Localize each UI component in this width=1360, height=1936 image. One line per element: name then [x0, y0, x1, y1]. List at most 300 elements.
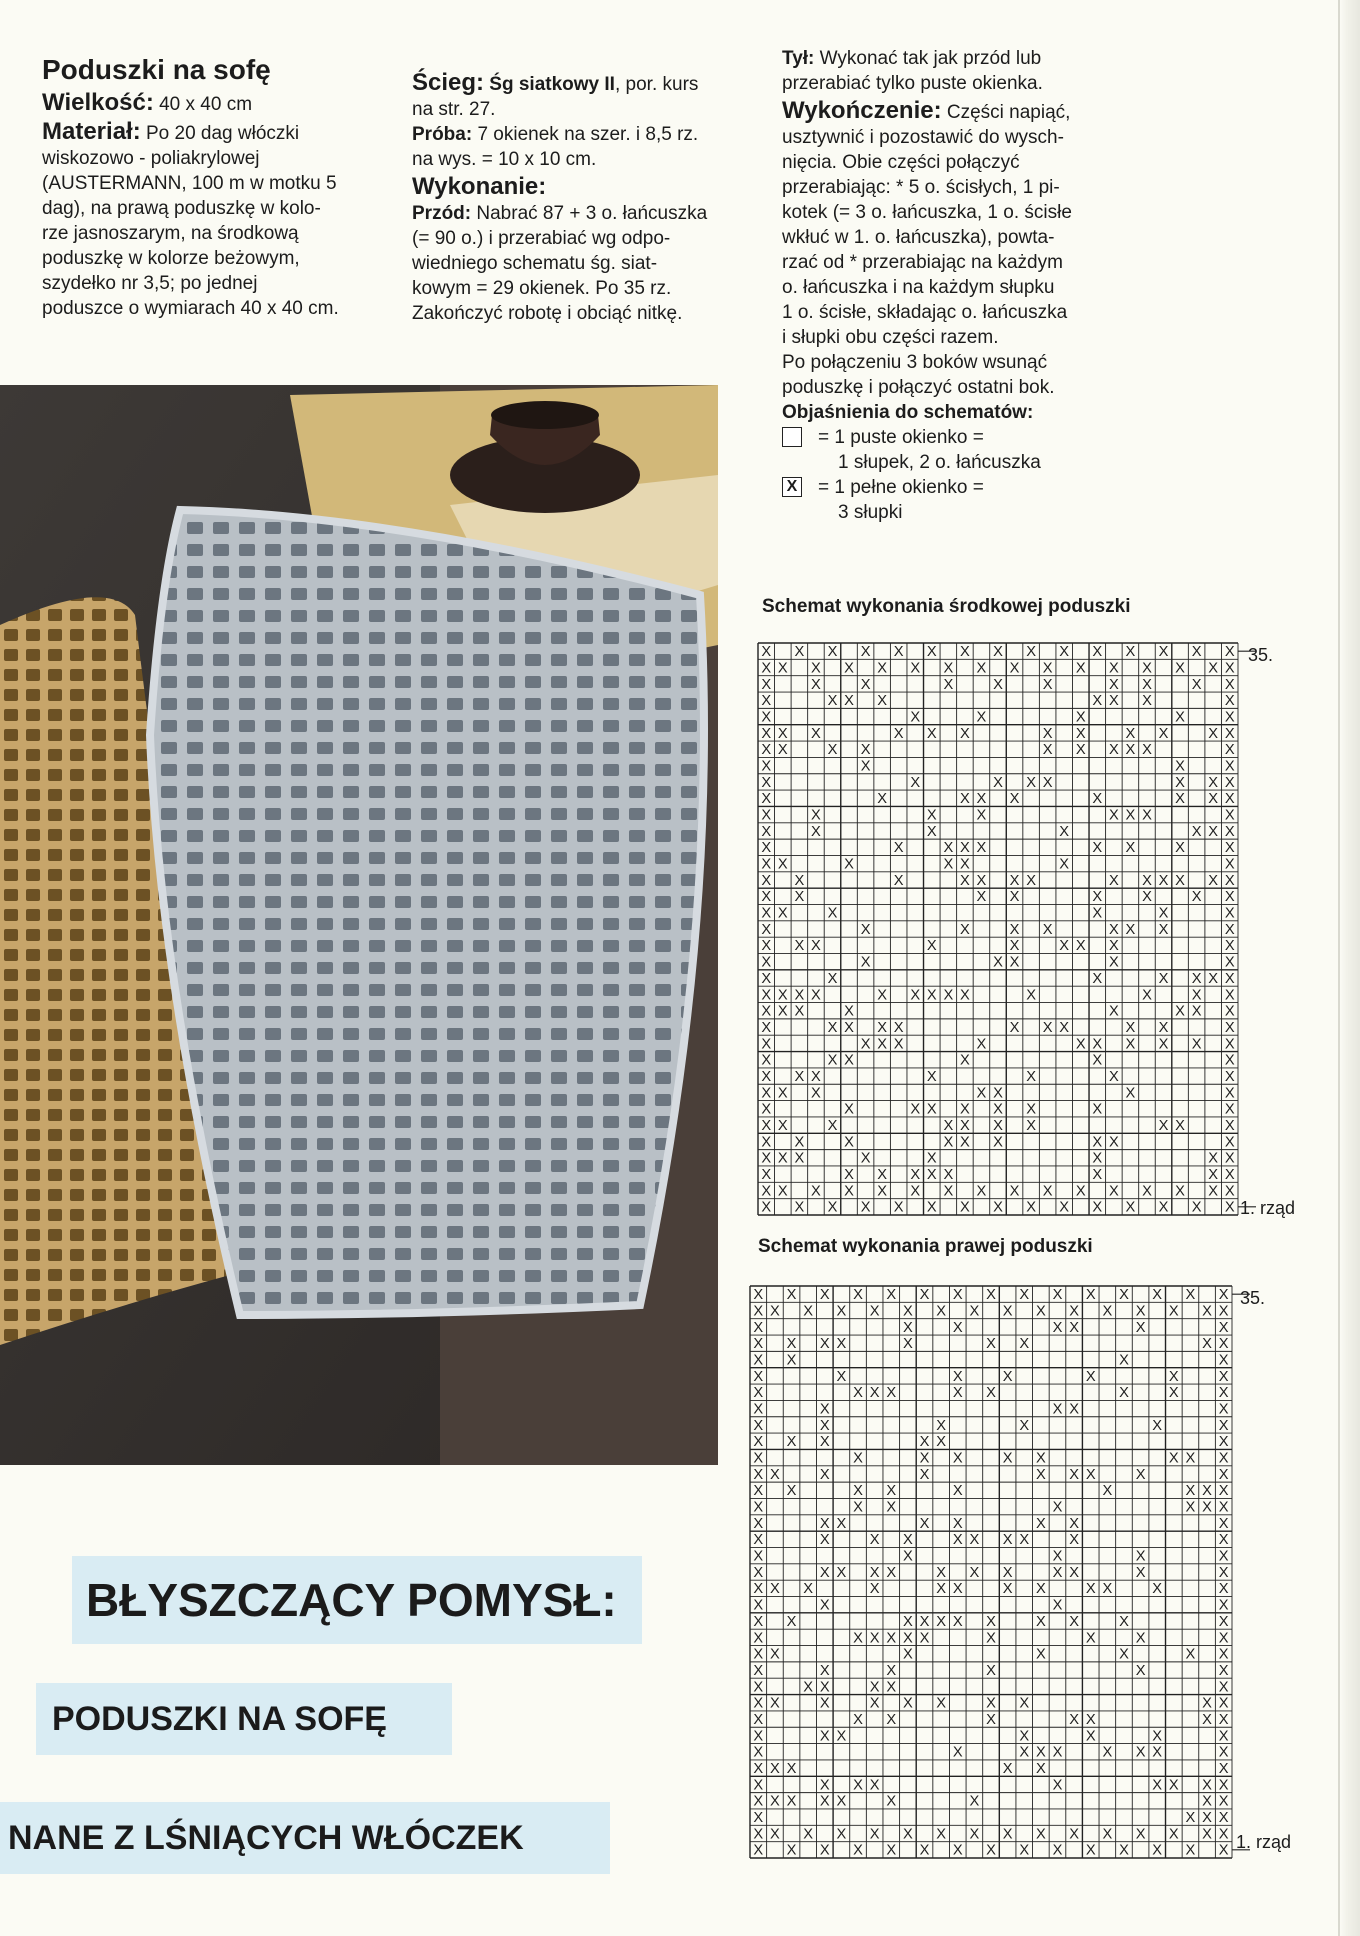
filled-cell-mark: X — [1152, 1777, 1163, 1794]
filled-cell-mark: X — [1042, 1183, 1053, 1200]
filled-cell-mark: X — [761, 1118, 772, 1135]
filled-cell-mark: X — [926, 644, 937, 661]
filled-cell-mark: X — [761, 921, 772, 938]
filled-cell-mark: X — [761, 889, 772, 906]
filled-cell-mark: X — [1218, 1630, 1229, 1647]
filled-cell-mark: X — [1185, 1842, 1196, 1859]
filled-cell-mark: X — [753, 1662, 764, 1679]
filled-cell-mark: X — [1075, 742, 1086, 759]
filled-cell-mark: X — [811, 807, 821, 824]
filled-cell-mark: X — [1042, 774, 1053, 791]
filled-cell-mark: X — [1224, 1036, 1235, 1053]
filled-cell-mark: X — [1075, 938, 1086, 955]
filled-cell-mark: X — [1175, 1003, 1185, 1020]
filled-cell-mark: X — [1119, 1613, 1129, 1630]
filled-cell-mark: X — [860, 758, 871, 775]
filled-cell-mark: X — [844, 660, 854, 677]
chart2-top-label: 35. — [1240, 1288, 1266, 1308]
filled-cell-mark: X — [761, 856, 772, 873]
finishing-text: poduszkę i połączyć ostatni bok. — [782, 377, 1055, 398]
filled-cell-mark: X — [1085, 1466, 1096, 1483]
filled-cell-mark: X — [1208, 1183, 1219, 1200]
filled-cell-mark: X — [1218, 1450, 1229, 1467]
filled-cell-mark: X — [1042, 725, 1053, 742]
filled-cell-mark: X — [1069, 1711, 1080, 1728]
filled-cell-mark: X — [753, 1613, 764, 1630]
filled-cell-mark: X — [794, 872, 805, 889]
size-label: Wielkość: — [42, 89, 154, 116]
filled-cell-mark: X — [819, 1777, 830, 1794]
filled-cell-mark: X — [827, 905, 838, 922]
filled-cell-mark: X — [1224, 1019, 1235, 1036]
filled-cell-mark: X — [761, 1101, 772, 1118]
filled-cell-mark: X — [777, 1085, 788, 1102]
filled-cell-mark: X — [1119, 1646, 1129, 1663]
filled-cell-mark: X — [1092, 1167, 1103, 1184]
article-title: Poduszki na sofę — [42, 54, 271, 85]
filled-cell-mark: X — [761, 954, 772, 971]
filled-cell-mark: X — [959, 1118, 970, 1135]
filled-cell-mark: X — [1135, 1826, 1146, 1843]
filled-cell-mark: X — [976, 1036, 987, 1053]
filled-cell-mark: X — [1142, 889, 1152, 906]
filled-cell-mark: X — [1075, 660, 1086, 677]
material-line: poduszce o wymiarach 40 x 40 cm. — [42, 298, 339, 319]
filled-cell-mark: X — [836, 1368, 847, 1385]
filled-cell-mark: X — [1208, 970, 1219, 987]
filled-cell-mark: X — [853, 1450, 863, 1467]
filled-cell-mark: X — [753, 1548, 764, 1565]
filled-cell-mark: X — [936, 1695, 947, 1712]
filled-cell-mark: X — [902, 1303, 913, 1320]
filled-cell-mark: X — [819, 1532, 830, 1549]
filled-cell-mark: X — [1108, 742, 1119, 759]
filled-cell-mark: X — [853, 1385, 863, 1402]
filled-cell-mark: X — [1092, 970, 1103, 987]
filled-cell-mark: X — [976, 807, 987, 824]
material-line: dag), na prawą poduszkę w kolo- — [42, 198, 321, 219]
filled-cell-mark: X — [1125, 840, 1136, 857]
page-spine — [1338, 0, 1360, 1936]
filled-cell-mark: X — [959, 856, 970, 873]
filled-cell-mark: X — [1202, 1336, 1212, 1353]
filled-cell-mark: X — [811, 938, 821, 955]
filled-cell-mark: X — [893, 725, 904, 742]
filled-cell-mark: X — [959, 725, 970, 742]
filled-cell-mark: X — [926, 1068, 937, 1085]
filled-cell-mark: X — [1175, 840, 1185, 857]
filled-cell-mark: X — [976, 791, 987, 808]
stitch-text: , por. kurs — [614, 74, 699, 95]
filled-cell-mark: X — [869, 1777, 880, 1794]
filled-cell-mark: X — [770, 1466, 780, 1483]
filled-cell-mark: X — [1002, 1368, 1013, 1385]
filled-cell-mark: X — [761, 1019, 772, 1036]
filled-cell-mark: X — [969, 1532, 980, 1549]
filled-cell-mark: X — [1125, 644, 1136, 661]
filled-cell-mark: X — [869, 1303, 880, 1320]
filled-cell-mark: X — [1218, 1842, 1229, 1859]
filled-cell-mark: X — [1202, 1695, 1212, 1712]
filled-cell-mark: X — [902, 1630, 913, 1647]
filled-cell-mark: X — [1069, 1613, 1080, 1630]
filled-cell-mark: X — [1009, 872, 1020, 889]
filled-cell-mark: X — [761, 1036, 772, 1053]
filled-cell-mark: X — [1102, 1581, 1113, 1598]
filled-cell-mark: X — [819, 1515, 830, 1532]
filled-cell-mark: X — [1185, 1810, 1196, 1827]
filled-cell-mark: X — [1052, 1548, 1063, 1565]
filled-cell-mark: X — [1019, 1744, 1030, 1761]
filled-cell-mark: X — [993, 954, 1003, 971]
filled-cell-mark: X — [753, 1466, 764, 1483]
filled-cell-mark: X — [1152, 1581, 1163, 1598]
filled-cell-mark: X — [1185, 1450, 1196, 1467]
filled-cell-mark: X — [1059, 1199, 1070, 1216]
filled-cell-mark: X — [1202, 1483, 1212, 1500]
filled-cell-mark: X — [761, 807, 772, 824]
filled-cell-mark: X — [753, 1581, 764, 1598]
filled-cell-mark: X — [1019, 1728, 1030, 1745]
filled-cell-mark: X — [1218, 1499, 1229, 1516]
filled-cell-mark: X — [1224, 856, 1235, 873]
filled-cell-mark: X — [1092, 840, 1103, 857]
sample-text: 7 okienek na szer. i 8,5 rz. — [472, 124, 699, 145]
material-line: (AUSTERMANN, 100 m w motku 5 — [42, 173, 337, 194]
filled-cell-mark: X — [1175, 774, 1185, 791]
filled-cell-mark: X — [853, 1287, 863, 1304]
filled-cell-mark: X — [1142, 872, 1152, 889]
filled-cell-mark: X — [1102, 1483, 1113, 1500]
filled-cell-mark: X — [761, 1068, 772, 1085]
filled-cell-mark: X — [976, 1085, 987, 1102]
filled-cell-mark: X — [753, 1646, 764, 1663]
filled-cell-mark: X — [1224, 725, 1235, 742]
filled-cell-mark: X — [1092, 1150, 1103, 1167]
filled-cell-mark: X — [1175, 1118, 1185, 1135]
filled-cell-mark: X — [860, 742, 871, 759]
filled-cell-mark: X — [959, 1101, 970, 1118]
filled-cell-mark: X — [943, 1118, 954, 1135]
filled-cell-mark: X — [1035, 1581, 1046, 1598]
filled-cell-mark: X — [1042, 660, 1053, 677]
filled-cell-mark: X — [770, 1303, 780, 1320]
filled-cell-mark: X — [761, 840, 772, 857]
filled-cell-mark: X — [1009, 889, 1020, 906]
filled-cell-mark: X — [786, 1434, 797, 1451]
chart1-bottom-label: 1. rząd — [1240, 1198, 1296, 1218]
filled-cell-mark: X — [1218, 1581, 1229, 1598]
filled-cell-mark: X — [893, 1199, 904, 1216]
filled-cell-mark: X — [910, 1101, 921, 1118]
finishing-text: rzać od * przerabiając na każdym — [782, 252, 1063, 273]
sample-text: na wys. = 10 x 10 cm. — [412, 149, 597, 170]
filled-cell-mark: X — [1175, 791, 1185, 808]
filled-cell-mark: X — [1224, 709, 1235, 726]
filled-cell-mark: X — [1224, 1183, 1235, 1200]
filled-cell-mark: X — [794, 1068, 805, 1085]
filled-cell-mark: X — [753, 1385, 764, 1402]
filled-cell-mark: X — [1224, 774, 1235, 791]
finishing-text: 1 o. ścisłe, składając o. łańcuszka — [782, 302, 1068, 323]
filled-cell-mark: X — [993, 644, 1003, 661]
filled-cell-mark: X — [777, 856, 788, 873]
filled-cell-mark: X — [827, 644, 838, 661]
filled-cell-mark: X — [1185, 1287, 1196, 1304]
filled-cell-mark: X — [910, 1167, 921, 1184]
filled-cell-mark: X — [1142, 987, 1152, 1004]
filled-cell-mark: X — [1208, 1167, 1219, 1184]
filled-cell-mark: X — [986, 1613, 996, 1630]
filled-cell-mark: X — [1158, 1118, 1169, 1135]
filled-cell-mark: X — [1052, 1499, 1063, 1516]
legend-empty-text: = 1 puste okienko = — [818, 427, 984, 448]
filled-cell-mark: X — [943, 856, 954, 873]
filled-cell-mark: X — [1009, 954, 1020, 971]
filled-cell-mark: X — [910, 1183, 921, 1200]
subheadline-banner: PODUSZKI NA SOFĘ — [36, 1683, 452, 1755]
filled-cell-mark: X — [819, 1466, 830, 1483]
filled-cell-mark: X — [869, 1679, 880, 1696]
filled-cell-mark: X — [1085, 1630, 1096, 1647]
filled-cell-mark: X — [1218, 1368, 1229, 1385]
filled-cell-mark: X — [1218, 1548, 1229, 1565]
filled-cell-mark: X — [1168, 1450, 1179, 1467]
filled-cell-mark: X — [1042, 921, 1053, 938]
filled-cell-mark: X — [860, 676, 871, 693]
filled-cell-mark: X — [761, 791, 772, 808]
filled-cell-mark: X — [836, 1336, 847, 1353]
filled-cell-mark: X — [761, 1167, 772, 1184]
filled-cell-mark: X — [1218, 1695, 1229, 1712]
filled-cell-mark: X — [819, 1287, 830, 1304]
front-text: Nabrać 87 + 3 o. łańcuszka — [471, 203, 708, 224]
filled-cell-mark: X — [1075, 709, 1086, 726]
filled-cell-mark: X — [1026, 1199, 1037, 1216]
filled-cell-mark: X — [926, 1150, 937, 1167]
filled-cell-mark: X — [902, 1548, 913, 1565]
filled-cell-mark: X — [827, 742, 838, 759]
filled-cell-mark: X — [1035, 1744, 1046, 1761]
filled-cell-mark: X — [1135, 1466, 1146, 1483]
filled-cell-mark: X — [926, 1101, 937, 1118]
filled-cell-mark: X — [1009, 1019, 1020, 1036]
finishing-text: o. łańcuszka i na każdym słupku — [782, 277, 1055, 298]
front-text: Zakończyć robotę i obciąć nitkę. — [412, 303, 683, 324]
filled-cell-mark: X — [1092, 1036, 1103, 1053]
filled-cell-mark: X — [1218, 1401, 1229, 1418]
filled-cell-mark: X — [1224, 791, 1235, 808]
filled-cell-mark: X — [1224, 987, 1235, 1004]
filled-cell-mark: X — [886, 1483, 897, 1500]
filled-cell-mark: X — [959, 1052, 970, 1069]
filled-cell-mark: X — [860, 921, 871, 938]
finishing-text: Po połączeniu 3 boków wsunąć — [782, 352, 1048, 373]
filled-cell-mark: X — [959, 644, 970, 661]
filled-cell-mark: X — [902, 1646, 913, 1663]
filled-cell-mark: X — [1052, 1842, 1063, 1859]
filled-cell-mark: X — [1168, 1303, 1179, 1320]
filled-cell-mark: X — [1092, 1101, 1103, 1118]
filled-cell-mark: X — [794, 889, 805, 906]
filled-cell-mark: X — [877, 1183, 888, 1200]
filled-cell-mark: X — [770, 1695, 780, 1712]
finishing-text: Części napiąć, — [941, 102, 1071, 123]
filled-cell-mark: X — [926, 823, 937, 840]
filled-cell-mark: X — [1026, 872, 1037, 889]
filled-cell-mark: X — [1009, 1183, 1020, 1200]
filled-cell-mark: X — [1224, 1003, 1235, 1020]
filled-cell-mark: X — [753, 1597, 764, 1614]
filled-cell-mark: X — [819, 1597, 830, 1614]
finishing-text: nięcia. Obie części połączyć — [782, 152, 1020, 173]
filled-cell-mark: X — [811, 1068, 821, 1085]
filled-cell-mark: X — [1092, 905, 1103, 922]
filled-cell-mark: X — [1108, 693, 1119, 710]
chart1-title: Schemat wykonania środkowej poduszki — [762, 596, 1131, 617]
filled-cell-mark: X — [1002, 1532, 1013, 1549]
filled-cell-mark: X — [1042, 742, 1053, 759]
filled-cell-mark: X — [1059, 644, 1070, 661]
filled-cell-mark: X — [1218, 1826, 1229, 1843]
filled-cell-mark: X — [819, 1679, 830, 1696]
material-line: poduszkę w kolorze beżowym, — [42, 248, 300, 269]
filled-cell-mark: X — [893, 1036, 904, 1053]
filled-cell-mark: X — [959, 987, 970, 1004]
filled-cell-mark: X — [844, 1167, 854, 1184]
filled-cell-mark: X — [803, 1581, 814, 1598]
filled-cell-mark: X — [853, 1777, 863, 1794]
empty-square-icon — [782, 427, 802, 447]
filled-cell-mark: X — [1218, 1679, 1229, 1696]
filled-cell-mark: X — [761, 970, 772, 987]
filled-cell-mark: X — [753, 1368, 764, 1385]
filled-cell-mark: X — [761, 742, 772, 759]
filled-cell-mark: X — [786, 1761, 797, 1778]
filled-cell-mark: X — [1218, 1793, 1229, 1810]
filled-cell-mark: X — [952, 1319, 963, 1336]
filled-cell-mark: X — [1185, 1483, 1196, 1500]
filled-cell-mark: X — [844, 1183, 854, 1200]
filled-cell-mark: X — [893, 644, 904, 661]
filled-cell-mark: X — [910, 709, 921, 726]
filled-cell-mark: X — [926, 807, 937, 824]
filled-cell-mark: X — [893, 872, 904, 889]
legend-full-row — [782, 475, 1117, 500]
filled-cell-mark: X — [1125, 1019, 1136, 1036]
filled-cell-mark: X — [1218, 1466, 1229, 1483]
filled-cell-mark: X — [1218, 1613, 1229, 1630]
filled-cell-mark: X — [811, 1085, 821, 1102]
filled-cell-mark: X — [877, 660, 888, 677]
filled-cell-mark: X — [910, 774, 921, 791]
filled-cell-mark: X — [1002, 1450, 1013, 1467]
filled-cell-mark: X — [777, 725, 788, 742]
filled-cell-mark: X — [1168, 1385, 1179, 1402]
filled-cell-mark: X — [976, 840, 987, 857]
filled-cell-mark: X — [877, 1019, 888, 1036]
filled-cell-mark: X — [819, 1564, 830, 1581]
filled-cell-mark: X — [919, 1434, 930, 1451]
filled-cell-mark: X — [952, 1581, 963, 1598]
filled-cell-mark: X — [1092, 1199, 1103, 1216]
filled-cell-mark: X — [893, 840, 904, 857]
filled-cell-mark: X — [1142, 807, 1152, 824]
finishing-text: i słupki obu części razem. — [782, 327, 999, 348]
filled-cell-mark: X — [1202, 1499, 1212, 1516]
filled-cell-mark: X — [1158, 905, 1169, 922]
stitch-column — [412, 68, 747, 326]
filled-cell-mark: X — [919, 1842, 930, 1859]
filled-cell-mark: X — [753, 1336, 764, 1353]
filled-cell-mark: X — [794, 1150, 805, 1167]
filled-cell-mark: X — [959, 791, 970, 808]
filled-cell-mark: X — [1108, 807, 1119, 824]
filled-cell-mark: X — [943, 676, 954, 693]
filled-cell-mark: X — [1108, 660, 1119, 677]
filled-cell-mark: X — [902, 1826, 913, 1843]
filled-cell-mark: X — [993, 1199, 1003, 1216]
filled-cell-mark: X — [1218, 1287, 1229, 1304]
filled-cell-mark: X — [1019, 1532, 1030, 1549]
materials-column — [42, 52, 372, 321]
material-line: wiskozowo - poliakrylowej — [42, 148, 260, 169]
filled-cell-mark: X — [1125, 742, 1136, 759]
filled-cell-mark: X — [761, 693, 772, 710]
filled-cell-mark: X — [1102, 1303, 1113, 1320]
stitch-label: Ścieg: — [412, 69, 485, 96]
legend-full-text: 3 słupki — [838, 502, 903, 523]
filled-cell-mark: X — [886, 1842, 897, 1859]
filled-cell-mark: X — [1069, 1564, 1080, 1581]
filled-cell-mark: X — [1208, 872, 1219, 889]
filled-cell-mark: X — [1175, 872, 1185, 889]
filled-cell-mark: X — [1224, 1052, 1235, 1069]
filled-cell-mark: X — [1218, 1744, 1229, 1761]
filled-cell-mark: X — [761, 1183, 772, 1200]
filled-cell-mark: X — [753, 1450, 764, 1467]
filled-cell-mark: X — [893, 1019, 904, 1036]
filled-cell-mark: X — [952, 1613, 963, 1630]
filled-cell-mark: X — [753, 1564, 764, 1581]
filled-cell-mark: X — [803, 1826, 814, 1843]
filled-cell-mark: X — [1224, 905, 1235, 922]
filled-cell-mark: X — [753, 1483, 764, 1500]
filled-cell-mark: X — [753, 1761, 764, 1778]
filled-cell-mark: X — [827, 1199, 838, 1216]
filled-cell-mark: X — [1069, 1515, 1080, 1532]
filled-cell-mark: X — [952, 1532, 963, 1549]
filled-cell-mark: X — [1135, 1564, 1146, 1581]
material-line: szydełko nr 3,5; po jednej — [42, 273, 258, 294]
filled-cell-mark: X — [753, 1287, 764, 1304]
filled-cell-mark: X — [1108, 1003, 1119, 1020]
filled-cell-mark: X — [993, 1134, 1003, 1151]
filled-cell-mark: X — [1085, 1711, 1096, 1728]
filled-cell-mark: X — [786, 1793, 797, 1810]
filled-cell-mark: X — [869, 1630, 880, 1647]
filled-cell-mark: X — [1224, 840, 1235, 857]
filled-cell-mark: X — [1092, 1052, 1103, 1069]
filled-cell-mark: X — [777, 1183, 788, 1200]
filled-cell-mark: X — [1208, 725, 1219, 742]
filled-cell-mark: X — [1009, 921, 1020, 938]
filled-cell-mark: X — [1135, 1630, 1146, 1647]
filled-cell-mark: X — [803, 1679, 814, 1696]
filled-cell-mark: X — [1191, 1199, 1202, 1216]
front-text: wiedniego schematu śg. siat- — [412, 253, 658, 274]
filled-cell-mark: X — [770, 1646, 780, 1663]
